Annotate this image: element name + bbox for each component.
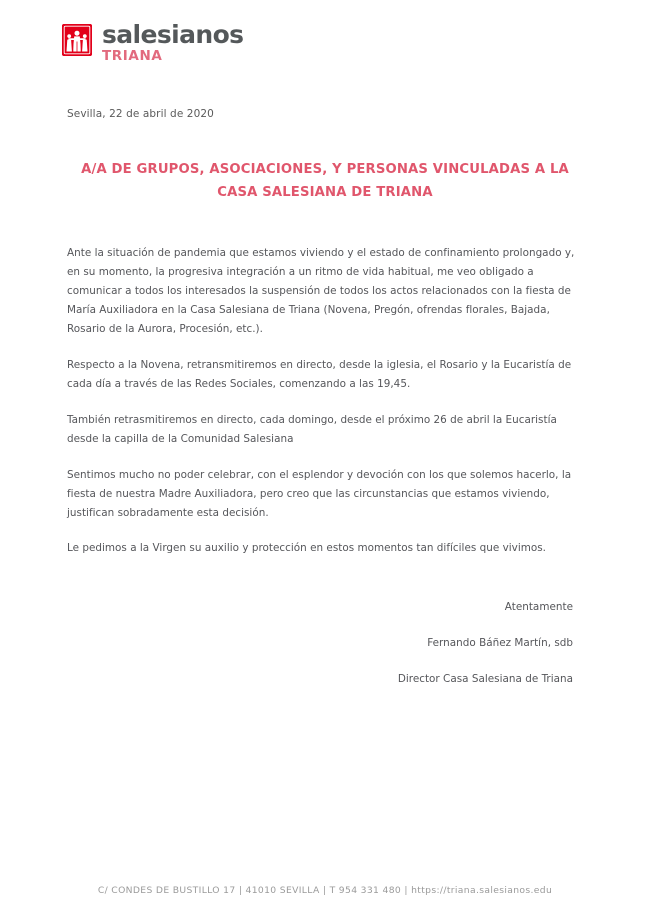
body-paragraph-2: Respecto a la Novena, retransmitiremos en directo, desde la iglesia, el Rosario y la Eucaristía de cada día a través de las Redes Sociales, comenzando a las 19,45.: [67, 358, 572, 390]
body-paragraph-5: Le pedimos a la Virgen su auxilio y protección en estos momentos tan difíciles que vivimos.: [67, 542, 547, 555]
salesianos-house-figures-icon: [62, 24, 92, 56]
brand-wordmark: [102, 22, 243, 64]
signature-name: Fernando Báñez Martín, sdb: [427, 637, 573, 650]
page-title-line-1: A/A DE GRUPOS, ASOCIACIONES, Y PERSONAS VINCULADAS A LA: [81, 162, 569, 177]
document-body: [67, 108, 583, 685]
brand-name: salesianos: [102, 20, 244, 49]
body-paragraph-3: También retrasmitiremos en directo, cada domingo, desde el próximo 26 de abril la Eucaristía desde la capilla de la Comunidad Salesiana: [67, 413, 557, 445]
footer-contact-text: C/ CONDES DE BUSTILLO 17 | 41010 SEVILLA | T 954 331 480 | https://triana.salesianos.edu: [97, 885, 553, 896]
signature-block: [67, 601, 583, 685]
signature-role: Director Casa Salesiana de Triana: [397, 673, 573, 686]
body-paragraph-1: Ante la situación de pandemia que estamos viviendo y el estado de confinamiento prolongado y, en su momento, la progresiva integración a un ritmo de vida habitual, me veo obligado a comunicar a todos los interesados la suspensión de todos los actos relacionados con la fiesta de María Auxiliadora en la Casa Salesiana de Triana (Novena, Pregón, ofrendas florales, Bajada, Rosario de la Aurora, Procesión, etc.).: [67, 247, 575, 335]
page-title-line-2: CASA SALESIANA DE TRIANA: [217, 185, 433, 201]
brand-subtitle: TRIANA: [102, 48, 163, 64]
body-paragraph-4: Sentimos mucho no poder celebrar, con el esplendor y devoción con los que solemos hacerlo, la fiesta de nuestra Madre Auxiliadora, pero creo que las circunstancias que estamos viviendo, justifican sobradamente esta decisión.: [67, 468, 572, 519]
page-title: [73, 158, 577, 204]
date-line: Sevilla, 22 de abril de 2020: [67, 108, 214, 120]
page-footer: [0, 878, 650, 897]
brand-header: [62, 22, 243, 64]
signature-closing: Atentamente: [504, 601, 573, 614]
